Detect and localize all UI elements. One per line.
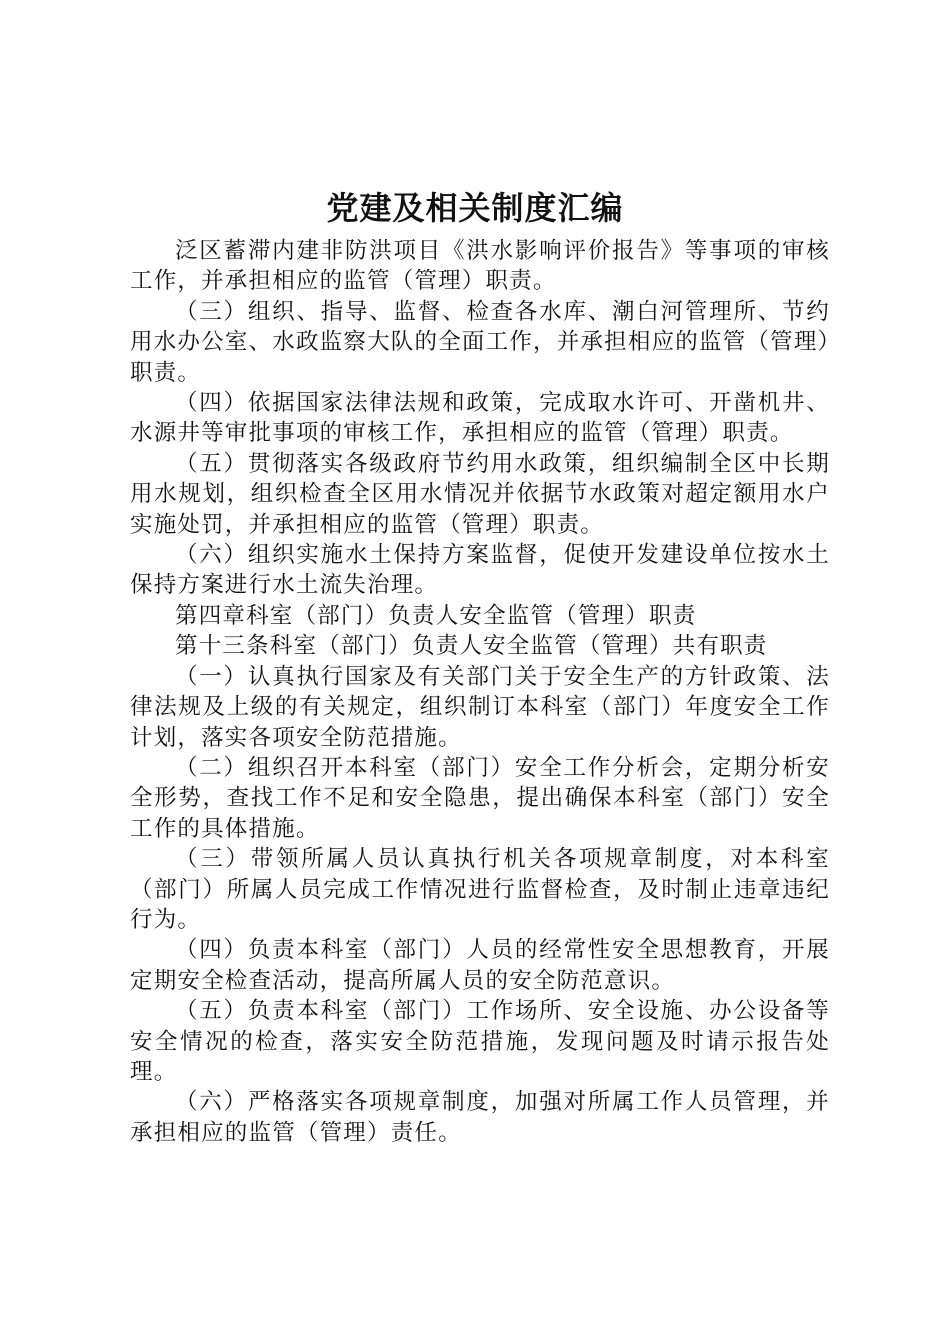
paragraph: （二）组织召开本科室（部门）安全工作分析会，定期分析安全形势，查找工作不足和安全隐患，提出确保本科室（部门）安全工作的具体措施。 xyxy=(130,754,830,842)
document-body xyxy=(130,236,830,1148)
paragraph: （六）严格落实各项规章制度，加强对所属工作人员管理，并承担相应的监管（管理）责任。 xyxy=(130,1089,830,1146)
paragraph: （六）组织实施水土保持方案监督，促使开发建设单位按水土保持方案进行水土流失治理。 xyxy=(130,542,830,599)
article-heading: 第十三条科室（部门）负责人安全监管（管理）共有职责 xyxy=(175,633,768,660)
paragraph: （五）负责本科室（部门）工作场所、安全设施、办公设备等安全情况的检查，落实安全防范措施，发现问题及时请示报告处理。 xyxy=(130,998,830,1085)
paragraph: （四）负责本科室（部门）人员的经常性安全思想教育，开展定期安全检查活动，提高所属人员的安全防范意识。 xyxy=(130,937,830,994)
paragraph: （四）依据国家法律法规和政策，完成取水许可、开凿机井、水源井等审批事项的审核工作，承担相应的监管（管理）职责。 xyxy=(130,390,830,447)
document-title: 党建及相关制度汇编 xyxy=(326,189,624,227)
paragraph: （五）贯彻落实各级政府节约用水政策，组织编制全区中长期用水规划，组织检查全区用水情况并依据节水政策对超定额用水户实施处罚，并承担相应的监管（管理）职责。 xyxy=(130,450,830,538)
paragraph: （三）组织、指导、监督、检查各水库、潮白河管理所、节约用水办公室、水政监察大队的全面工作，并承担相应的监管（管理）职责。 xyxy=(130,298,830,386)
chapter-heading: 第四章科室（部门）负责人安全监管（管理）职责 xyxy=(175,602,697,629)
paragraph: （一）认真执行国家及有关部门关于安全生产的方针政策、法律法规及上级的有关规定，组织制订本科室（部门）年度安全工作计划，落实各项安全防范措施。 xyxy=(130,663,830,751)
paragraph: 泛区蓄滞内建非防洪项目《洪水影响评价报告》等事项的审核工作，并承担相应的监管（管理）职责。 xyxy=(130,238,830,295)
paragraph: （三）带领所属人员认真执行机关各项规章制度，对本科室（部门）所属人员完成工作情况进行监督检查，及时制止违章违纪行为。 xyxy=(130,846,830,933)
